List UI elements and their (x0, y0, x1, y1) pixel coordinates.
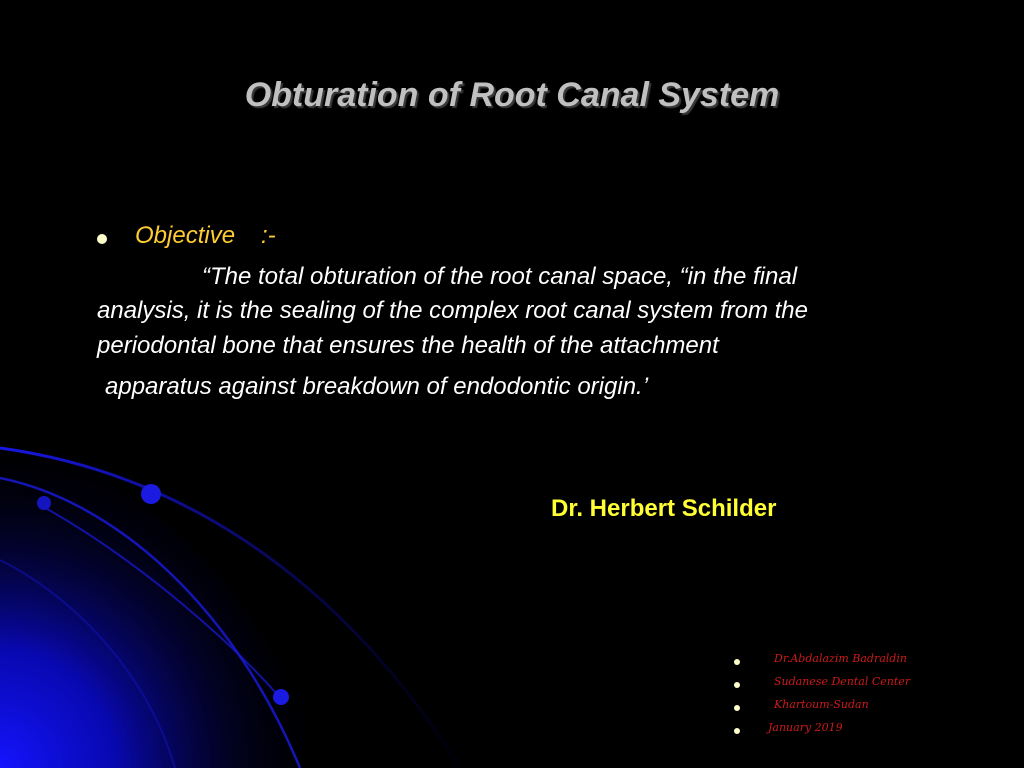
blue-glow-region (0, 430, 330, 768)
blue-dot-lower (273, 689, 289, 705)
quote-line-1: “The total obturation of the root canal space, “in the final (202, 263, 798, 290)
slide-title: Obturation of Root Canal System (244, 76, 780, 114)
blue-dot-small (37, 496, 51, 510)
quote-line-3: periodontal bone that ensures the health of the attachment (97, 332, 719, 359)
blue-dot-large (141, 484, 161, 504)
objective-separator: :- (261, 222, 276, 249)
bullet-icon (734, 728, 740, 734)
bullet-icon (734, 705, 740, 711)
quote-line-2: analysis, it is the sealing of the complex root canal system from the (97, 297, 808, 324)
credit-author: Dr.Abdalazim Badraldin (774, 652, 907, 665)
bullet-icon (734, 659, 740, 665)
bullet-icon (734, 682, 740, 688)
credit-date: January 2019 (768, 721, 843, 734)
quote-line-4: apparatus against breakdown of endodontic origin.’ (105, 373, 649, 400)
bullet-icon (97, 234, 107, 244)
quote-author: Dr. Herbert Schilder (551, 495, 777, 522)
credit-location: Khartoum-Sudan (774, 698, 869, 711)
objective-label: Objective (135, 222, 236, 249)
credit-organization: Sudanese Dental Center (774, 675, 911, 688)
